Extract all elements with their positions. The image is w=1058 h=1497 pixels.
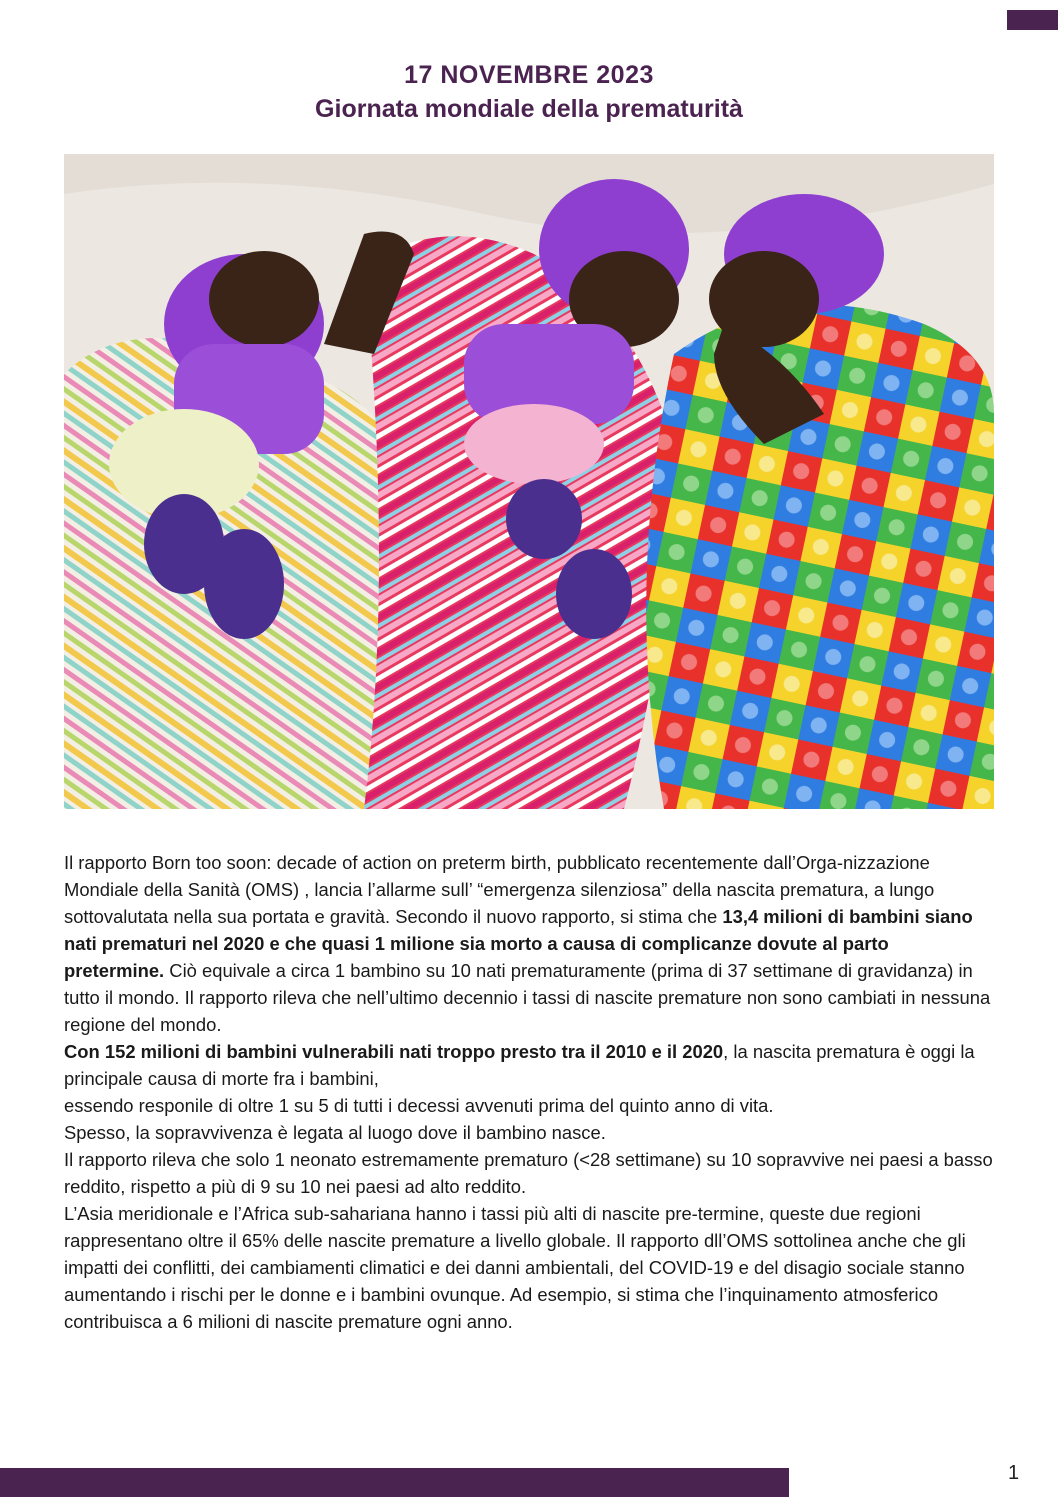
paragraph-regions: L’Asia meridionale e l’Africa sub-sahariana hanno i tassi più alti di nascite pre-termine, queste due regioni rappresentano oltre il 65% delle nascite premature a livello globale. Il rapporto dll’OMS sottolinea anche che gli impatti dei conflitti, dei cambiamenti climatici e dei danni ambientali, del COVID-19 e del disagio sociale stanno aumentando i rischi per le donne e i bambini ovunque. Ad esempio, si stima che l’inquinamento atmosferico contribuisca a 6 milioni di nascite premature ogni anno. xyxy=(64,1203,966,1332)
bold-highlight: Con 152 milioni di bambini vulnerabili nati troppo presto tra il 2010 e il 2020 xyxy=(64,1041,724,1062)
page-number: 1 xyxy=(1008,1462,1020,1484)
paragraph-income: Il rapporto rileva che solo 1 neonato estremamente prematuro (<28 settimane) su 10 sopravvive nei paesi a basso reddito, rispetto a più di 9 su 10 nei paesi ad alto reddito. xyxy=(64,1149,993,1197)
corner-tab-decoration xyxy=(1007,10,1058,30)
bold-highlight: 13,4 milioni di bambini siano nati prematuri nel 2020 e che quasi 1 milione sia morto a causa di complicanze dovute al parto pretermine. xyxy=(64,906,973,981)
paragraph-survival: Spesso, la sopravvivenza è legata al luogo dove il bambino nasce. xyxy=(64,1122,606,1143)
text-span: , la nascita prematura è oggi la principale causa di morte fra i bambini, xyxy=(64,1041,975,1089)
photo-three-premature-babies xyxy=(64,154,994,809)
paragraph-vulnerable xyxy=(64,1038,994,1092)
paragraph-deaths: essendo responile di oltre 1 su 5 di tutti i decessi avvenuti prima del quinto anno di vita. xyxy=(64,1095,774,1116)
title-date: 17 NOVEMBRE 2023 xyxy=(404,61,654,89)
article-body xyxy=(64,849,994,1335)
text-span: Ciò equivale a circa 1 bambino su 10 nati prematuramente (prima di 37 settimane di gravidanza) in tutto il mondo. Il rapporto rileva che nell’ultimo decennio i tassi di nascite premature non sono cambiati in nessuna regione del mondo. xyxy=(64,960,991,1035)
page-title xyxy=(0,58,1058,126)
title-subtitle: Giornata mondiale della prematurità xyxy=(315,95,743,123)
footer-bar xyxy=(0,1468,789,1497)
text-span: Il rapporto Born too soon: decade of action on preterm birth, pubblicato recentemente dall’Orga-nizzazione Mondiale della Sanità (OMS) , lancia l’allarme sull’ “emergenza silenziosa” della nascita prematura, a lungo sottovalutata nella sua portata e gravità. Secondo il nuovo rapporto, si stima che xyxy=(64,852,935,927)
paragraph-intro xyxy=(64,849,994,1038)
